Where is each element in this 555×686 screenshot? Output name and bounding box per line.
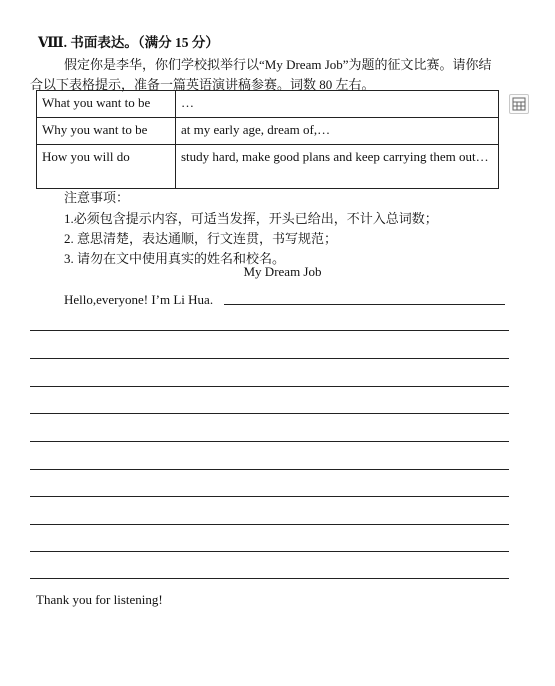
essay-title: My Dream Job xyxy=(243,264,322,279)
answer-line[interactable] xyxy=(30,413,509,414)
note-item: 3. 请勿在文中使用真实的姓名和校名。 xyxy=(64,251,286,266)
prompt-table xyxy=(36,90,499,189)
answer-line[interactable] xyxy=(30,358,509,359)
table-row xyxy=(37,91,499,118)
row-label: What you want to be xyxy=(37,91,176,118)
answer-line[interactable] xyxy=(30,551,509,552)
intro-line-2: 合以下表格提示，准备一篇英语演讲稿参赛。词数 80 左右。 xyxy=(30,77,375,92)
table-row xyxy=(37,145,499,189)
row-label: How you will do xyxy=(37,145,176,189)
note-item: 1.必须包含提示内容，可适当发挥，开头已给出，不计入总词数； xyxy=(64,211,438,226)
grid-box-icon[interactable] xyxy=(509,94,529,114)
row-hint: … xyxy=(176,91,499,118)
notes-title: 注意事项： xyxy=(64,190,130,205)
essay-closing: Thank you for listening! xyxy=(36,592,163,607)
section-title: Ⅷ. 书面表达。（满分 15 分） xyxy=(38,35,219,50)
answer-line[interactable] xyxy=(224,304,505,305)
answer-line[interactable] xyxy=(30,524,509,525)
note-item: 2. 意思清楚，表达通顺，行文连贯，书写规范； xyxy=(64,231,338,246)
table-row xyxy=(37,118,499,145)
answer-line[interactable] xyxy=(30,578,509,579)
intro-line-1: 假定你是李华，你们学校拟举行以“My Dream Job”为题的征文比赛。请你结 xyxy=(64,57,492,72)
answer-line[interactable] xyxy=(30,386,509,387)
row-hint: at my early age, dream of,… xyxy=(176,118,499,145)
answer-line[interactable] xyxy=(30,469,509,470)
row-hint: study hard, make good plans and keep carrying them out… xyxy=(176,145,499,189)
answer-line[interactable] xyxy=(30,496,509,497)
row-label: Why you want to be xyxy=(37,118,176,145)
answer-line[interactable] xyxy=(30,441,509,442)
essay-opening: Hello,everyone! I’m Li Hua. xyxy=(64,292,214,307)
answer-line[interactable] xyxy=(30,330,509,331)
